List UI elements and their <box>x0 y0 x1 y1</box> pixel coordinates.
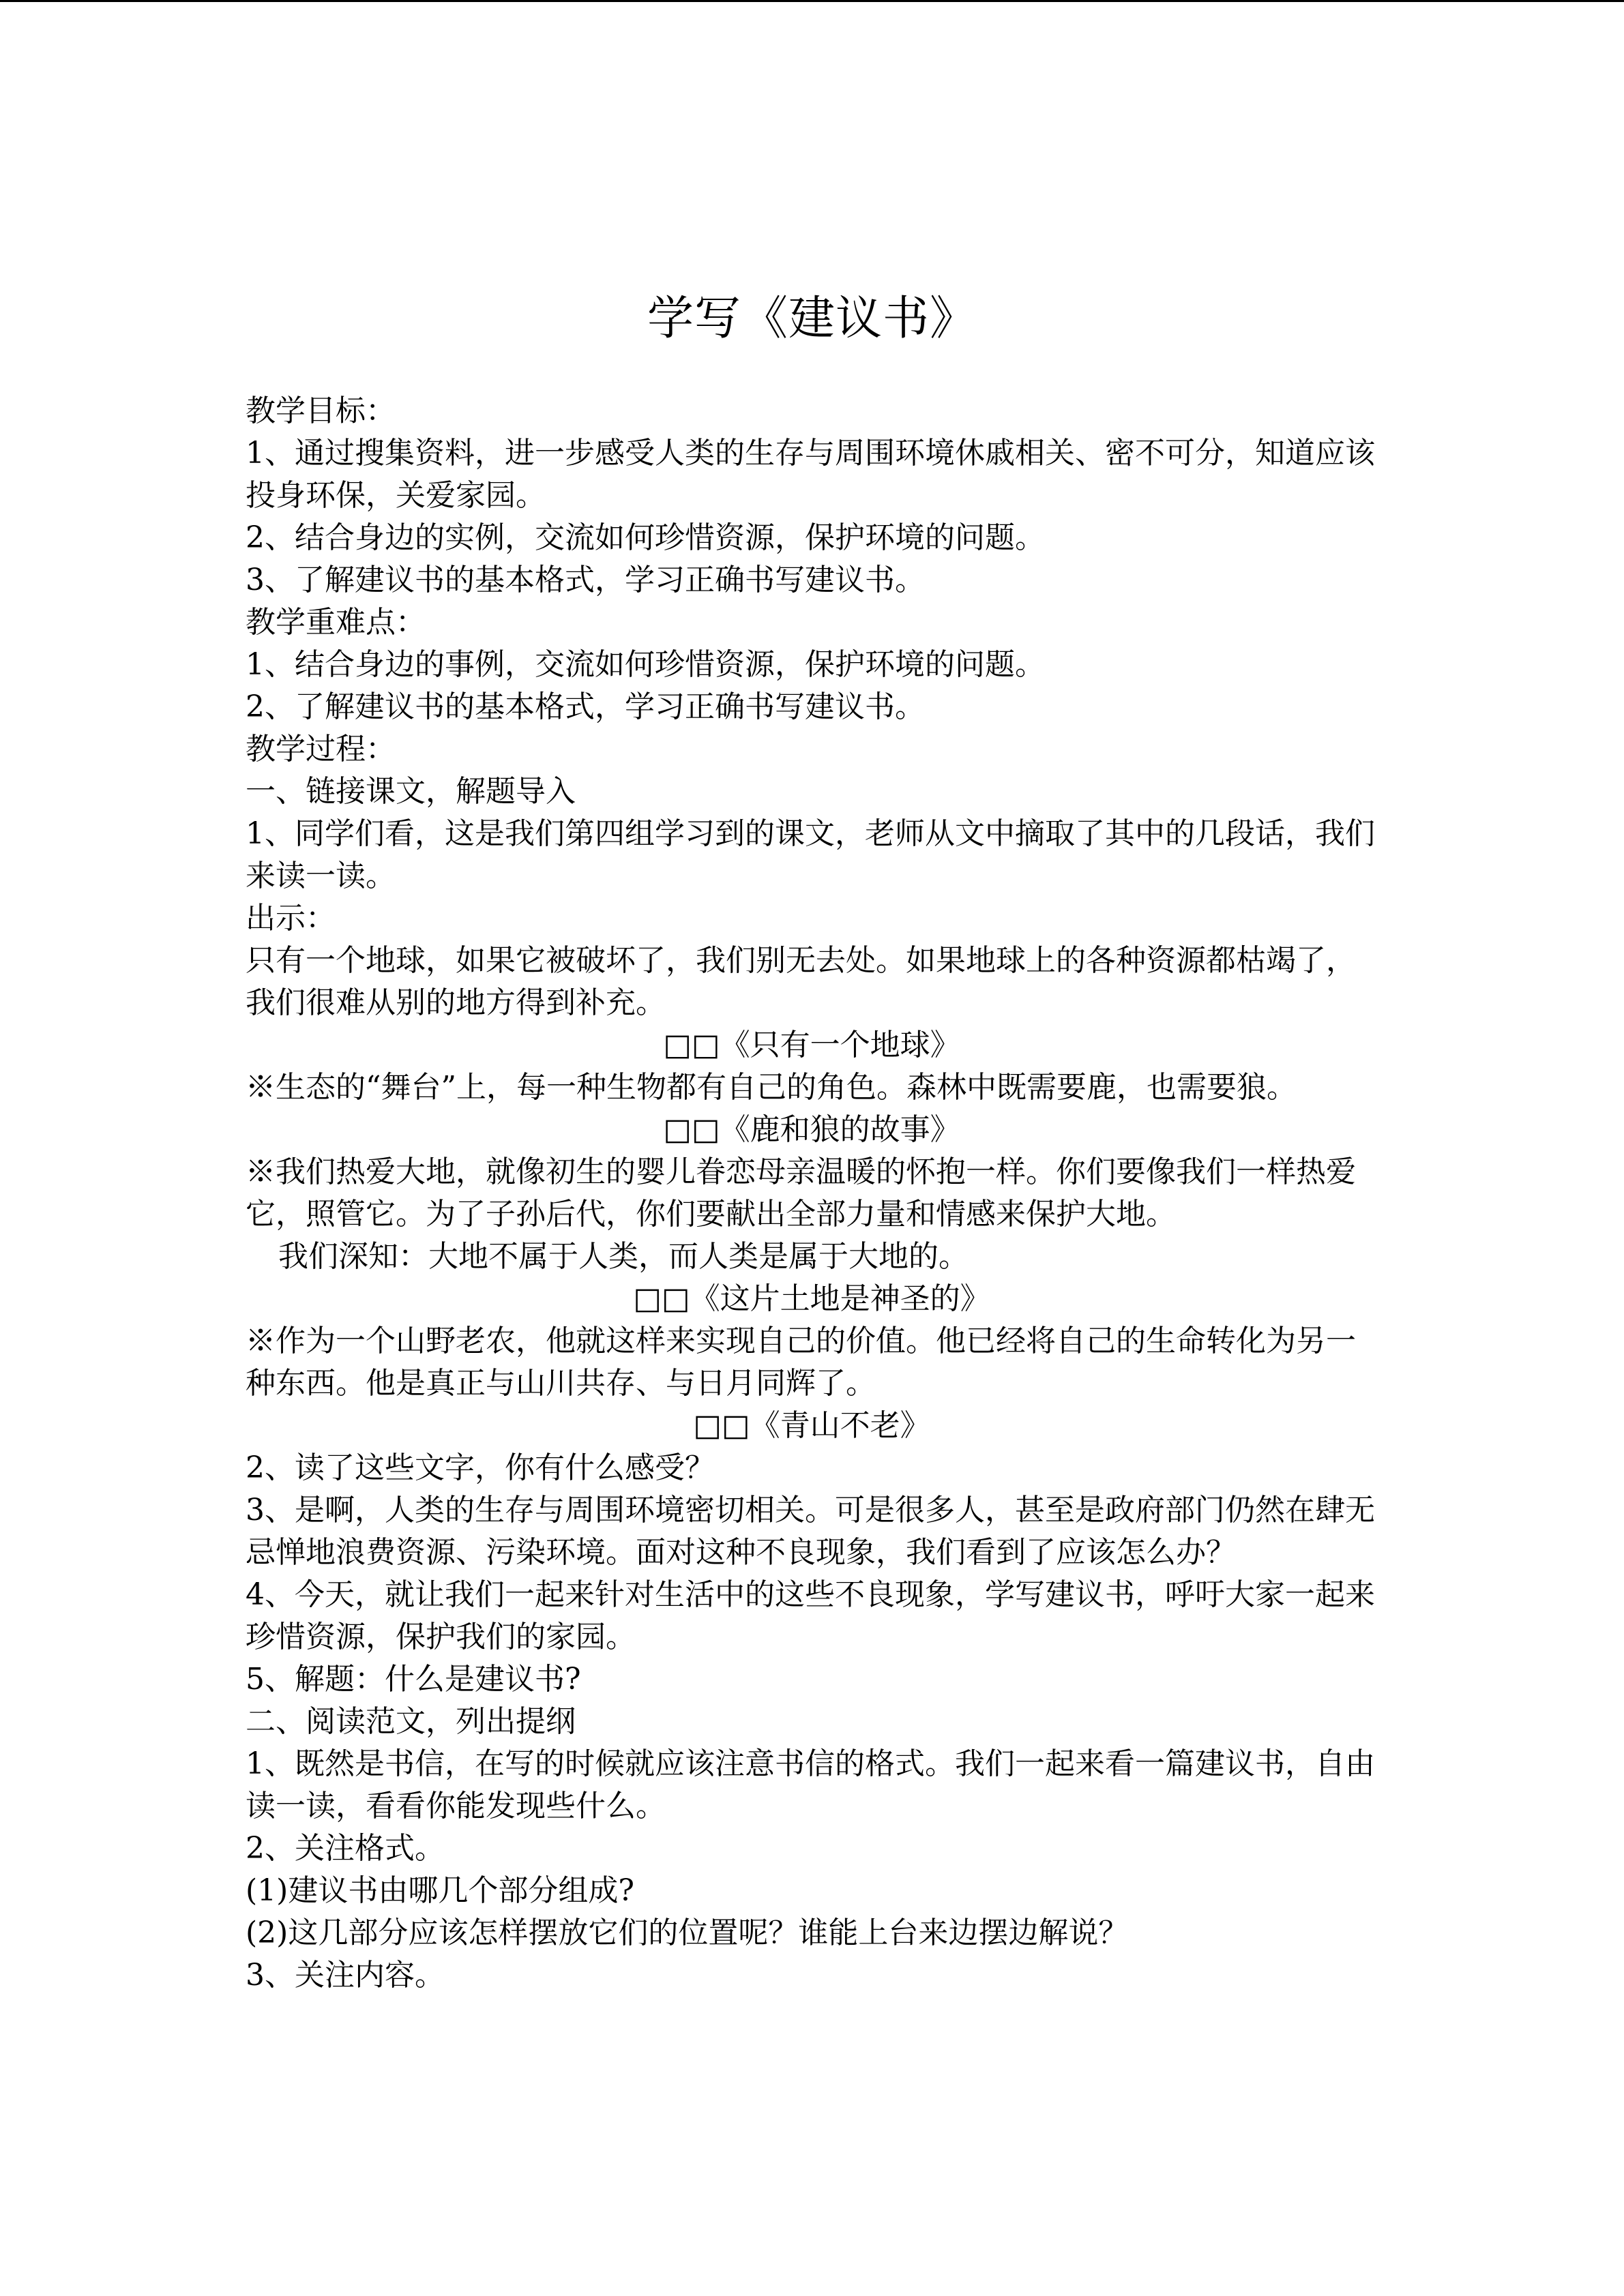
paragraph: 5、解题：什么是建议书? <box>246 1662 581 1697</box>
paragraph: 2、关注格式。 <box>246 1831 445 1866</box>
paragraph: 1、通过搜集资料，进一步感受人类的生存与周围环境休戚相关、密不可分，知道应该投身环保，关爱家园。 <box>246 436 1375 513</box>
source-citation: □□《鹿和狼的故事》 <box>663 1112 960 1147</box>
document-body <box>246 390 1378 1997</box>
paragraph: 教学重难点： <box>246 605 426 640</box>
paragraph: ※作为一个山野老农，他就这样来实现自己的价值。他已经将自己的生命转化为另一种东西。他是真正与山川共存、与日月同辉了。 <box>246 1324 1356 1401</box>
source-citation: □□《只有一个地球》 <box>663 1028 960 1062</box>
paragraph: (1)建议书由哪几个部分组成? <box>246 1873 634 1908</box>
page-title: 学写《建议书》 <box>647 292 977 346</box>
paragraph: 4、今天，就让我们一起来针对生活中的这些不良现象，学写建议书，呼吁大家一起来珍惜资源，保护我们的家园。 <box>246 1577 1375 1654</box>
paragraph: 3、是啊，人类的生存与周围环境密切相关。可是很多人，甚至是政府部门仍然在肆无忌惮地浪费资源、污染环境。面对这种不良现象，我们看到了应该怎么办？ <box>246 1493 1375 1570</box>
paragraph: 教学目标： <box>246 393 396 428</box>
top-border-rule <box>0 0 1624 2</box>
paragraph: 教学过程： <box>246 732 396 766</box>
paragraph: 2、读了这些文字，你有什么感受？ <box>246 1450 715 1485</box>
paragraph: ※生态的“舞台”上，每一种生物都有自己的角色。森林中既需要鹿，也需要狼。 <box>246 1070 1297 1105</box>
paragraph: 出示： <box>246 901 336 936</box>
paragraph: 2、了解建议书的基本格式，学习正确书写建议书。 <box>246 689 925 724</box>
paragraph: 一、链接课文，解题导入 <box>246 774 576 809</box>
paragraph: ※我们热爱大地，就像初生的婴儿眷恋母亲温暖的怀抱一样。你们要像我们一样热爱它，照管它。为了子孙后代，你们要献出全部力量和情感来保护大地。 <box>246 1154 1356 1232</box>
paragraph: 二、阅读范文，列出提纲 <box>246 1704 576 1739</box>
source-citation: □□《青山不老》 <box>693 1408 930 1443</box>
paragraph: 3、关注内容。 <box>246 1958 445 1993</box>
source-citation: □□《这片土地是神圣的》 <box>633 1281 990 1316</box>
paragraph: 1、既然是书信，在写的时候就应该注意书信的格式。我们一起来看一篇建议书，自由读一读，看看你能发现些什么。 <box>246 1746 1375 1823</box>
paragraph: 我们深知：大地不属于人类，而人类是属于大地的。 <box>278 1239 969 1274</box>
paragraph: 只有一个地球，如果它被破坏了，我们别无去处。如果地球上的各种资源都枯竭了，我们很难从别的地方得到补充。 <box>246 943 1356 1020</box>
paragraph: 1、结合身边的事例，交流如何珍惜资源，保护环境的问题。 <box>246 647 1045 682</box>
paragraph: 2、结合身边的实例，交流如何珍惜资源，保护环境的问题。 <box>246 520 1045 555</box>
paragraph: 1、同学们看，这是我们第四组学习到的课文，老师从文中摘取了其中的几段话，我们来读一读。 <box>246 816 1375 893</box>
paragraph: (2)这几部分应该怎样摆放它们的位置呢？谁能上台来边摆边解说？ <box>246 1915 1129 1950</box>
paragraph: 3、了解建议书的基本格式，学习正确书写建议书。 <box>246 563 925 597</box>
